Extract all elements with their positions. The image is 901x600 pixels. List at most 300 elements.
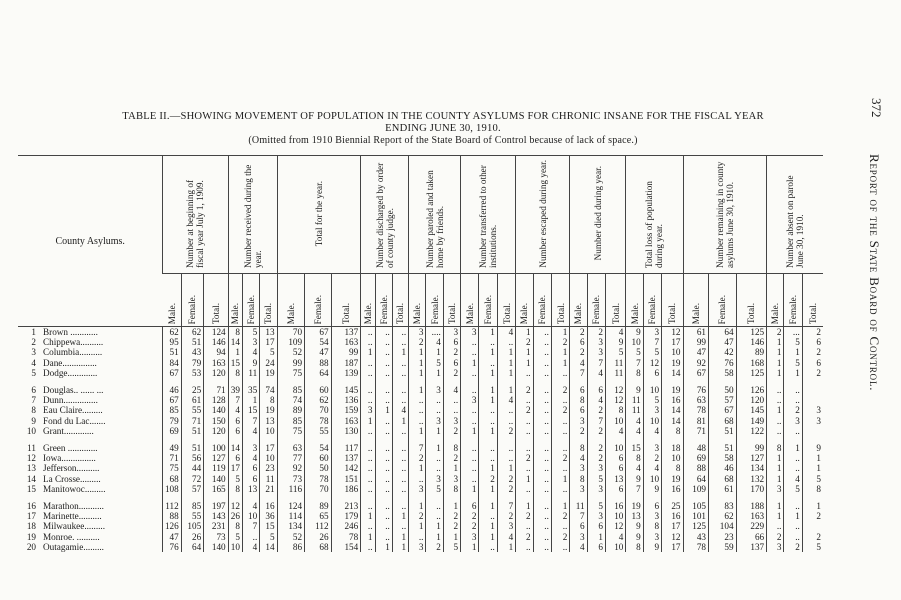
sub-header-label: Male. — [464, 302, 475, 324]
value-cell: 186 — [331, 484, 361, 494]
sub-header — [736, 274, 767, 327]
value-cell: 62 — [709, 511, 737, 521]
value-cell: 4 — [242, 542, 259, 552]
value-cell: 7 — [409, 443, 426, 453]
value-cell: 163 — [736, 511, 767, 521]
value-cell: 92 — [683, 358, 709, 368]
value-cell: .. — [361, 327, 375, 338]
value-cell: 14 — [662, 416, 683, 426]
value-cell: 17 — [662, 337, 683, 347]
value-cell: .. — [767, 416, 784, 426]
value-cell: .. — [361, 337, 375, 347]
value-cell: 79 — [163, 416, 181, 426]
column-group-header — [277, 156, 361, 274]
row-number: 19 — [26, 531, 36, 542]
value-cell: 10 — [662, 453, 683, 463]
value-cell: 60 — [305, 385, 332, 395]
value-cell: 119 — [204, 463, 228, 473]
value-cell: 3 — [802, 416, 823, 426]
sub-header-label: Total. — [746, 302, 757, 324]
value-cell: 10 — [605, 511, 625, 521]
value-cell: 197 — [204, 501, 228, 511]
value-cell: 54 — [305, 443, 332, 453]
value-cell: 108 — [163, 484, 181, 494]
value-cell: 150 — [204, 416, 228, 426]
running-head: Report of the State Board of Control. — [867, 154, 882, 392]
value-cell: 127 — [736, 453, 767, 463]
table-row — [18, 463, 823, 473]
value-cell: 67 — [163, 368, 181, 378]
value-cell: .. — [533, 484, 551, 494]
value-cell: 8 — [228, 484, 242, 494]
value-cell: 1 — [409, 501, 426, 511]
county-cell — [18, 395, 163, 405]
value-cell: 8 — [662, 463, 683, 473]
value-cell: 137 — [331, 453, 361, 463]
value-cell: .. — [533, 385, 551, 395]
value-cell: 6 — [605, 453, 625, 463]
value-cell: .. — [361, 443, 375, 453]
value-cell: 104 — [709, 521, 737, 531]
value-cell: 19 — [662, 474, 683, 484]
column-group-label: Number discharged by order of county judge. — [374, 162, 395, 268]
county-name: La Crosse......... — [43, 473, 101, 484]
value-cell: 78 — [331, 532, 361, 542]
value-cell: 1 — [242, 395, 259, 405]
value-cell: 122 — [736, 426, 767, 436]
value-cell: .. — [375, 463, 392, 473]
column-group-label: Number escaped during year. — [537, 159, 548, 268]
value-cell — [802, 426, 823, 436]
value-cell: 170 — [736, 484, 767, 494]
value-cell: 44 — [181, 463, 203, 473]
value-cell: 1 — [479, 368, 497, 378]
value-cell: .. — [461, 347, 479, 357]
value-cell: 4 — [784, 474, 802, 484]
value-cell: 1 — [802, 501, 823, 511]
value-cell: 6 — [587, 521, 605, 531]
value-cell: 4 — [443, 385, 460, 395]
value-cell: 163 — [331, 416, 361, 426]
value-cell: 25 — [181, 385, 203, 395]
value-cell: 3 — [643, 405, 661, 415]
value-cell: 78 — [305, 416, 332, 426]
column-group-header — [767, 156, 823, 274]
value-cell: .. — [426, 395, 443, 405]
value-cell: 64 — [709, 327, 737, 338]
value-cell: 26 — [181, 532, 203, 542]
sub-header — [228, 274, 242, 327]
value-cell: 2 — [443, 511, 460, 521]
value-cell: 3 — [426, 385, 443, 395]
value-cell: 1 — [497, 358, 515, 368]
value-cell: 1 — [479, 484, 497, 494]
value-cell: .. — [375, 532, 392, 542]
value-cell: 2 — [551, 453, 569, 463]
value-cell: 120 — [204, 426, 228, 436]
value-cell: 5 — [587, 474, 605, 484]
value-cell: 1 — [802, 453, 823, 463]
value-cell: 137 — [736, 542, 767, 552]
value-cell: 58 — [709, 368, 737, 378]
sub-header — [767, 274, 784, 327]
value-cell: 7 — [228, 395, 242, 405]
value-cell: 165 — [204, 484, 228, 494]
value-cell: 17 — [260, 443, 277, 453]
value-cell: 14 — [662, 405, 683, 415]
value-cell: 4 — [242, 453, 259, 463]
county-cell — [18, 426, 163, 436]
value-cell: .. — [533, 521, 551, 531]
value-cell: ... — [784, 327, 802, 338]
value-cell: .. — [392, 358, 408, 368]
value-cell: 19 — [662, 385, 683, 395]
value-cell: 2 — [409, 511, 426, 521]
table-row — [18, 443, 823, 453]
value-cell — [802, 395, 823, 405]
value-cell: 5 — [784, 484, 802, 494]
value-cell: 3 — [587, 463, 605, 473]
value-cell: 5 — [260, 347, 277, 357]
value-cell: 5 — [784, 337, 802, 347]
value-cell: 74 — [260, 385, 277, 395]
county-name: Dane............... — [43, 357, 97, 368]
table-title — [18, 111, 868, 147]
value-cell: 2 — [570, 347, 587, 357]
value-cell: 9 — [626, 521, 643, 531]
column-group-header — [409, 156, 461, 274]
value-cell: .. — [392, 501, 408, 511]
value-cell: 3 — [784, 416, 802, 426]
sub-header-label: Female. — [187, 294, 198, 324]
value-cell: .. — [767, 395, 784, 405]
column-group-header — [626, 156, 683, 274]
table-row — [18, 511, 823, 521]
county-name: Dunn............... — [43, 395, 98, 406]
value-cell: 8 — [260, 395, 277, 405]
value-cell: 17 — [662, 521, 683, 531]
county-cell — [18, 532, 163, 542]
value-cell: 68 — [305, 542, 332, 552]
value-cell: 1 — [551, 347, 569, 357]
value-cell: 2 — [461, 511, 479, 521]
value-cell: .. — [375, 368, 392, 378]
value-cell: 13 — [260, 416, 277, 426]
sub-header-label: Female. — [717, 294, 728, 324]
sub-header-label: Total. — [446, 302, 457, 324]
value-cell: 8 — [626, 542, 643, 552]
value-cell: 9 — [626, 385, 643, 395]
county-name: Monroe. .......... — [43, 531, 100, 542]
sub-header — [277, 274, 305, 327]
value-cell: 67 — [709, 405, 737, 415]
value-cell: 1 — [479, 385, 497, 395]
row-number: 2 — [31, 337, 36, 348]
sub-header-label: Female. — [788, 294, 799, 324]
value-cell: 4 — [497, 327, 515, 338]
value-cell: 4 — [626, 416, 643, 426]
value-cell: 2 — [551, 405, 569, 415]
value-cell: 43 — [181, 347, 203, 357]
value-cell: 78 — [683, 542, 709, 552]
value-cell: .. — [392, 484, 408, 494]
sub-header-label: Total. — [667, 302, 678, 324]
value-cell: 14 — [228, 443, 242, 453]
row-number: 5 — [31, 367, 36, 378]
value-cell: .. — [409, 416, 426, 426]
county-name: Iowa............... — [43, 453, 96, 464]
value-cell: 124 — [277, 501, 305, 511]
value-cell: 3 — [802, 405, 823, 415]
value-cell: 2 — [443, 426, 460, 436]
value-cell: 6 — [587, 542, 605, 552]
row-number: 10 — [26, 425, 36, 436]
value-cell: 15 — [242, 405, 259, 415]
value-cell: 88 — [683, 463, 709, 473]
value-cell: 163 — [331, 337, 361, 347]
column-group-header — [461, 156, 516, 274]
table-row — [18, 395, 823, 405]
value-cell: .. — [443, 395, 460, 405]
value-cell: .. — [479, 511, 497, 521]
row-number: 16 — [26, 501, 36, 512]
value-cell: .. — [375, 443, 392, 453]
value-cell: 4 — [643, 426, 661, 436]
sub-header-label: Total. — [263, 302, 274, 324]
value-cell: 6 — [570, 521, 587, 531]
table-row — [18, 532, 823, 542]
value-cell: 246 — [331, 521, 361, 531]
value-cell: 1 — [409, 521, 426, 531]
value-cell: 50 — [709, 385, 737, 395]
value-cell: 1 — [802, 463, 823, 473]
sub-header — [662, 274, 683, 327]
sub-header — [683, 274, 709, 327]
value-cell: 3 — [570, 463, 587, 473]
value-cell: 8 — [662, 426, 683, 436]
value-cell: 1 — [479, 347, 497, 357]
value-cell: 3 — [497, 521, 515, 531]
county-name: Columbia.......... — [43, 347, 103, 358]
value-cell: 109 — [683, 484, 709, 494]
value-cell: 59 — [709, 542, 737, 552]
value-cell: 56 — [181, 453, 203, 463]
value-cell: 10 — [605, 542, 625, 552]
value-cell: 17 — [662, 542, 683, 552]
value-cell: 73 — [277, 474, 305, 484]
value-cell: 12 — [228, 501, 242, 511]
value-cell: 78 — [683, 405, 709, 415]
value-cell: 4 — [570, 453, 587, 463]
value-cell: 75 — [163, 463, 181, 473]
county-name: Dodge............. — [43, 367, 98, 378]
value-cell: 149 — [736, 416, 767, 426]
value-cell: 2 — [587, 426, 605, 436]
value-cell: 8 — [626, 453, 643, 463]
value-cell: 62 — [181, 327, 203, 338]
value-cell: 1 — [409, 426, 426, 436]
value-cell: 2 — [802, 511, 823, 521]
value-cell: .. — [533, 416, 551, 426]
value-cell: 15 — [626, 443, 643, 453]
value-cell: .. — [551, 395, 569, 405]
value-cell: 1 — [587, 532, 605, 542]
value-cell: 2 — [443, 368, 460, 378]
value-cell: 17 — [228, 463, 242, 473]
county-name: Manitowoc......... — [43, 483, 106, 494]
value-cell: 10 — [242, 511, 259, 521]
value-cell: 2 — [497, 511, 515, 521]
value-cell: 2 — [461, 521, 479, 531]
sub-header-label: Male. — [285, 302, 296, 324]
value-cell: .. — [375, 347, 392, 357]
value-cell: 75 — [277, 426, 305, 436]
value-cell: .. — [767, 521, 784, 531]
value-cell: 1 — [426, 347, 443, 357]
value-cell: .. — [392, 426, 408, 436]
value-cell: 4 — [643, 463, 661, 473]
value-cell: .. — [461, 474, 479, 484]
value-cell: .. — [409, 474, 426, 484]
sub-header-label: Total. — [610, 302, 621, 324]
value-cell: .. — [443, 405, 460, 415]
value-cell: .. — [392, 453, 408, 463]
value-cell: 2 — [516, 511, 533, 521]
row-number: 15 — [26, 483, 36, 494]
value-cell: 51 — [163, 347, 181, 357]
value-cell: 85 — [277, 416, 305, 426]
value-cell: 2 — [516, 385, 533, 395]
value-cell: 3 — [443, 416, 460, 426]
sub-header-label: Female. — [312, 294, 323, 324]
value-cell: .. — [551, 463, 569, 473]
value-cell: 2 — [802, 532, 823, 542]
value-cell: .. — [533, 474, 551, 484]
spacer-row — [18, 378, 823, 385]
value-cell: .. — [392, 474, 408, 484]
value-cell: 99 — [277, 358, 305, 368]
value-cell: 10 — [643, 385, 661, 395]
row-number: 18 — [26, 521, 36, 532]
value-cell: .. — [479, 337, 497, 347]
value-cell: .. — [361, 358, 375, 368]
value-cell: 231 — [204, 521, 228, 531]
value-cell: 6 — [605, 463, 625, 473]
value-cell: 1 — [461, 358, 479, 368]
value-cell: 1 — [426, 426, 443, 436]
value-cell: 8 — [570, 443, 587, 453]
value-cell: 67 — [163, 395, 181, 405]
column-group-header — [228, 156, 277, 274]
sub-header-label: Female. — [246, 294, 257, 324]
value-cell: 1 — [479, 532, 497, 542]
sub-header-label: Male. — [412, 302, 423, 324]
value-cell: .. — [551, 426, 569, 436]
value-cell: 112 — [305, 521, 332, 531]
value-cell: 13 — [242, 484, 259, 494]
value-cell: .. — [784, 395, 802, 405]
value-cell: 1 — [361, 347, 375, 357]
value-cell: 69 — [163, 426, 181, 436]
value-cell: 8 — [802, 484, 823, 494]
value-cell: 5 — [802, 542, 823, 552]
value-cell: 2 — [426, 542, 443, 552]
value-cell: 2 — [570, 327, 587, 338]
value-cell: 77 — [277, 453, 305, 463]
value-cell: .. — [426, 463, 443, 473]
value-cell: 5 — [228, 474, 242, 484]
value-cell: 8 — [228, 327, 242, 338]
table-row — [18, 484, 823, 494]
value-cell: .. — [516, 542, 533, 552]
sub-header-label: Male. — [519, 302, 530, 324]
value-cell: 53 — [181, 368, 203, 378]
value-cell: 55 — [305, 426, 332, 436]
value-cell: 2 — [497, 426, 515, 436]
value-cell: 46 — [163, 385, 181, 395]
column-group-header — [683, 156, 767, 274]
value-cell: .. — [479, 405, 497, 415]
value-cell: 65 — [305, 511, 332, 521]
value-cell: 1 — [551, 501, 569, 511]
value-cell: .. — [392, 337, 408, 347]
column-group-label: Number at beginning of fiscal year July 1, 1909. — [185, 179, 206, 268]
value-cell: 4 — [242, 501, 259, 511]
value-cell: 64 — [683, 474, 709, 484]
sub-header-label: Total. — [807, 302, 818, 324]
sub-header-label: Female. — [537, 294, 548, 324]
sub-header-label: Total. — [210, 302, 221, 324]
county-name: Grant............. — [43, 425, 94, 436]
value-cell: .. — [551, 443, 569, 453]
value-cell: 8 — [626, 368, 643, 378]
value-cell: 154 — [331, 542, 361, 552]
value-cell: 51 — [709, 426, 737, 436]
value-cell: 1 — [497, 368, 515, 378]
sub-header — [426, 274, 443, 327]
value-cell: 3 — [587, 337, 605, 347]
value-cell: .. — [479, 542, 497, 552]
value-cell: 4 — [242, 347, 259, 357]
value-cell: .. — [375, 426, 392, 436]
value-cell: 83 — [709, 501, 737, 511]
value-cell: .. — [784, 426, 802, 436]
value-cell: 63 — [277, 443, 305, 453]
value-cell: 8 — [443, 484, 460, 494]
value-cell: 64 — [305, 368, 332, 378]
value-cell: 4 — [392, 405, 408, 415]
value-cell: 94 — [204, 347, 228, 357]
county-header: County Asylums. — [18, 156, 163, 327]
value-cell: 1 — [497, 385, 515, 395]
value-cell: 5 — [426, 358, 443, 368]
value-cell: 1 — [551, 327, 569, 338]
value-cell: 4 — [497, 395, 515, 405]
value-cell: 114 — [277, 511, 305, 521]
sub-header — [181, 274, 203, 327]
value-cell: .. — [516, 426, 533, 436]
table-row — [18, 385, 823, 395]
value-cell: 1 — [767, 358, 784, 368]
sub-header — [497, 274, 515, 327]
value-cell: .. — [461, 337, 479, 347]
value-cell: 47 — [305, 347, 332, 357]
county-cell — [18, 416, 163, 426]
value-cell: 3 — [242, 443, 259, 453]
value-cell: 2 — [516, 337, 533, 347]
value-cell: 1 — [409, 358, 426, 368]
value-cell: .. — [392, 385, 408, 395]
